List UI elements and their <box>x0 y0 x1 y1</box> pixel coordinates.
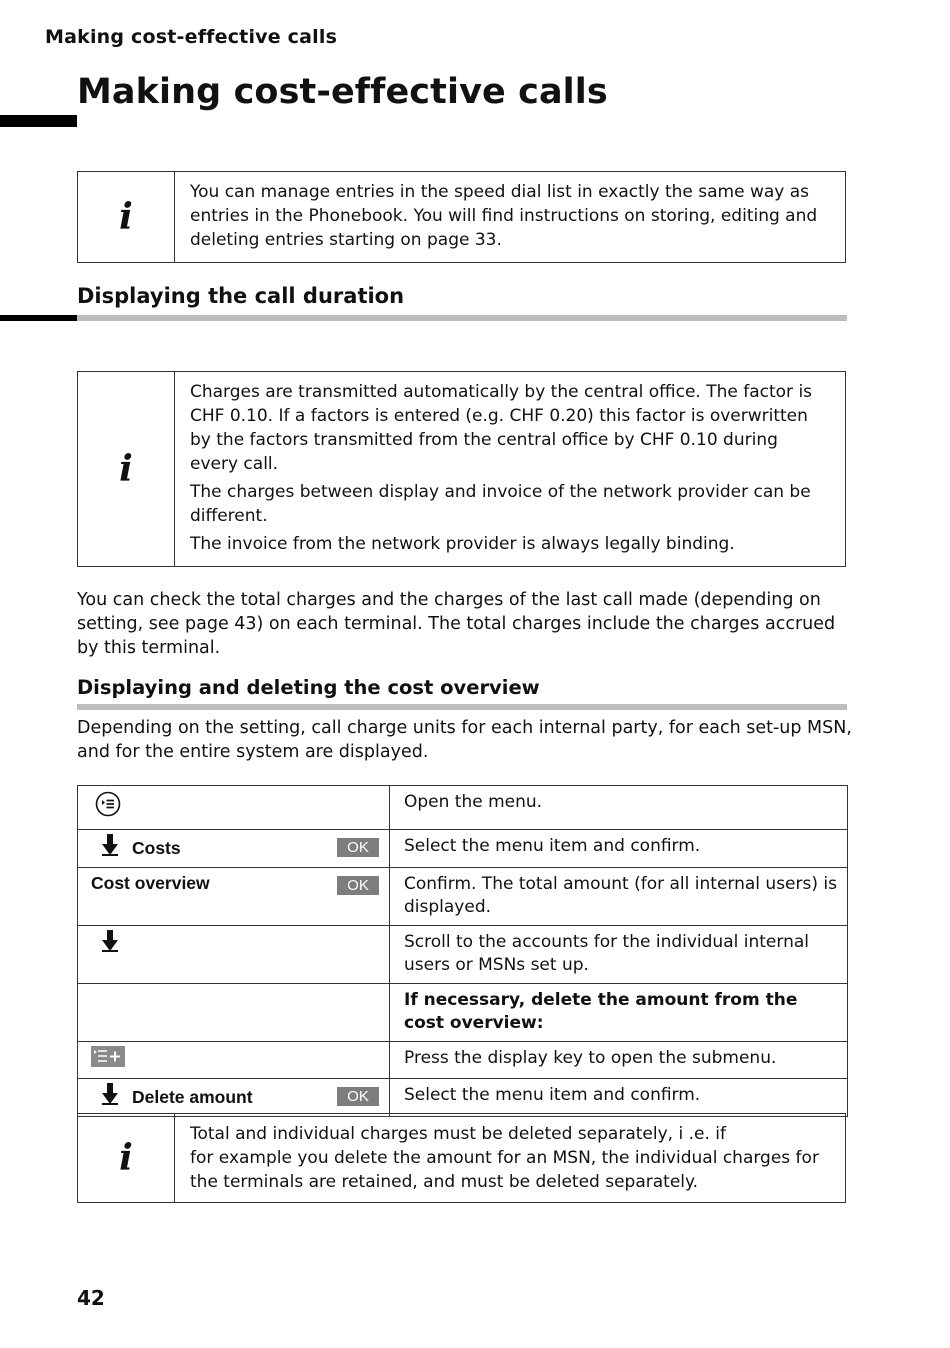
table-row <box>78 786 848 830</box>
section-title-call-duration: Displaying the call duration <box>77 284 405 308</box>
info-text <box>175 1114 845 1202</box>
step-description: Confirm. The total amount (for all internal users) is displayed. <box>390 868 848 926</box>
table-row <box>78 1042 848 1079</box>
down-arrow-icon <box>102 834 118 863</box>
info-icon: i <box>119 196 133 238</box>
table-row <box>78 984 848 1042</box>
ok-key: OK <box>337 1087 379 1106</box>
info-line: Total and individual charges must be deleted separately, i .e. if <box>190 1124 726 1144</box>
info-paragraph: You can manage entries in the speed dial list in exactly the same way as entries in the Phonebook. You will find instructions on storing, editing and deleting entries starting on page 33. <box>190 182 818 250</box>
info-box-speed-dial <box>77 171 846 263</box>
ok-key: OK <box>337 838 379 857</box>
info-line: for example you delete the amount for an MSN, the individual charges for the terminals are retained, and must be deleted separately. <box>190 1148 819 1192</box>
down-arrow-icon <box>102 930 118 959</box>
section-bar-grey <box>77 704 847 710</box>
menu-key-icon <box>94 790 122 825</box>
step-description: Select the menu item and confirm. <box>390 830 848 868</box>
menu-item-label: Delete amount <box>132 1087 253 1107</box>
title-underline-bar <box>0 115 77 127</box>
section-bar-grey <box>77 315 847 321</box>
info-paragraph: The charges between display and invoice of the network provider can be different. <box>190 482 811 526</box>
step-description: Press the display key to open the submenu. <box>390 1042 848 1079</box>
section-bar-black <box>0 315 77 321</box>
info-icon: i <box>119 1137 133 1179</box>
page-title: Making cost-effective calls <box>77 72 608 112</box>
info-box-charges <box>77 371 846 567</box>
info-text <box>175 172 845 262</box>
down-arrow-icon <box>102 1083 118 1112</box>
info-icon: i <box>119 448 133 490</box>
table-row <box>78 926 848 984</box>
table-row <box>78 1079 848 1117</box>
intro-paragraph: You can check the total charges and the charges of the last call made (depending on setting, see page 43) on each terminal. The total charges include the charges accrued by this terminal. <box>77 590 836 658</box>
table-row <box>78 830 848 868</box>
table-row <box>78 868 848 926</box>
page-number: 42 <box>77 1286 105 1310</box>
step-description: If necessary, delete the amount from the cost overview: <box>390 984 848 1042</box>
section-paragraph: Depending on the setting, call charge units for each internal party, for each set-up MSN, and for the entire system are displayed. <box>77 718 852 762</box>
info-text <box>175 372 845 566</box>
step-description: Select the menu item and confirm. <box>390 1079 848 1117</box>
ok-key: OK <box>337 876 379 895</box>
submenu-display-key-icon <box>91 1046 125 1074</box>
running-header: Making cost-effective calls <box>45 26 338 48</box>
info-box-delete <box>77 1113 846 1203</box>
steps-table <box>77 785 848 1117</box>
menu-item-label: Cost overview <box>91 873 210 893</box>
section-title-cost-overview: Displaying and deleting the cost overview <box>77 676 540 699</box>
step-description: Scroll to the accounts for the individual internal users or MSNs set up. <box>390 926 848 984</box>
menu-item-label: Costs <box>132 838 181 858</box>
info-paragraph: Charges are transmitted automatically by the central office. The factor is CHF 0.10. If a factors is entered (e.g. CHF 0.20) this factor is overwritten by the factors transmitted from the central office by CHF 0.10 during every call. <box>190 382 813 474</box>
step-description: Open the menu. <box>390 786 848 830</box>
info-paragraph: The invoice from the network provider is always legally binding. <box>190 534 735 554</box>
